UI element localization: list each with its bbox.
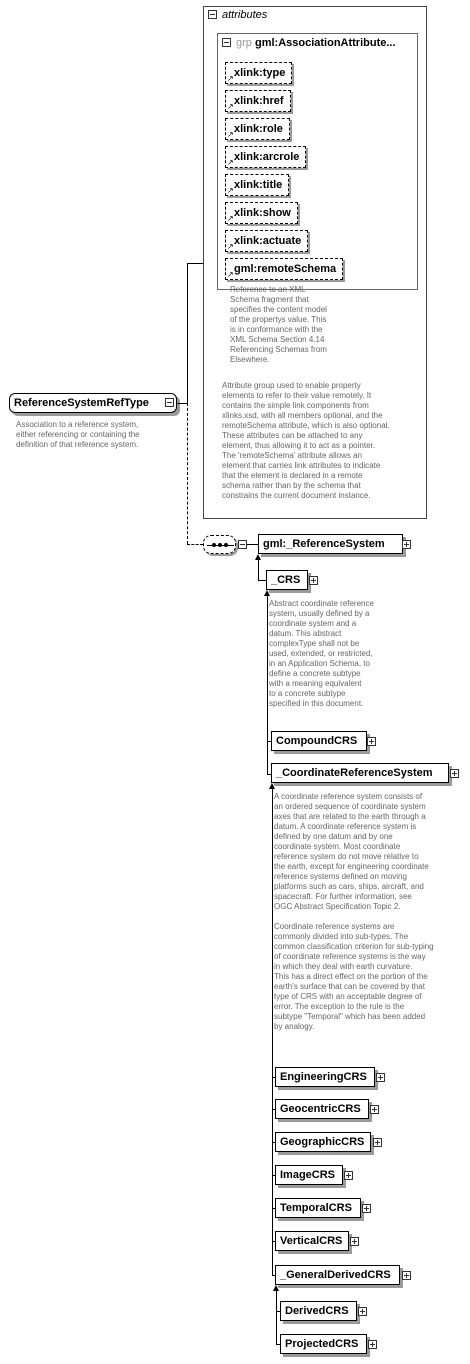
element-reference-system-label: gml:_ReferenceSystem — [263, 538, 385, 550]
attr-label: xlink:role — [234, 123, 283, 135]
element-temporal-crs-label: TemporalCRS — [280, 1202, 352, 1214]
attr-xlink-show[interactable] — [225, 202, 298, 224]
expand-image-crs-icon[interactable] — [344, 1171, 353, 1180]
expand-general-derived-crs-icon[interactable] — [402, 1271, 411, 1280]
ref-arrow-icon: ↗ — [227, 242, 234, 251]
seq-to-element-line — [247, 544, 258, 545]
collapse-root-icon[interactable] — [165, 398, 174, 407]
element-projected-crs[interactable] — [280, 1334, 367, 1354]
element-vertical-crs-label: VerticalCRS — [280, 1235, 343, 1247]
ref-arrow-icon: ↗ — [227, 158, 234, 167]
expand-compound-crs-icon[interactable] — [367, 737, 376, 746]
element-image-crs-label: ImageCRS — [280, 1169, 336, 1181]
attr-xlink-title[interactable] — [225, 174, 289, 196]
attr-xlink-href[interactable] — [225, 90, 291, 112]
attribute-group-title — [236, 37, 396, 49]
expand-crs-icon[interactable] — [309, 576, 318, 585]
crs-substitution-line — [267, 594, 268, 774]
element-derived-crs[interactable] — [280, 1301, 357, 1321]
expand-vertical-crs-icon[interactable] — [350, 1237, 359, 1246]
element-coordinate-reference-system-label: _CoordinateReferenceSystem — [276, 767, 433, 779]
element-crs-label: _CRS — [271, 574, 301, 586]
seq-branch-line — [187, 403, 188, 544]
expand-projected-crs-icon[interactable] — [368, 1340, 377, 1349]
general-derived-substitution-line — [276, 1289, 277, 1344]
collapse-attributes-icon[interactable] — [208, 10, 217, 19]
expand-geocentric-crs-icon[interactable] — [370, 1105, 379, 1114]
element-reference-system[interactable] — [258, 534, 403, 554]
attribute-group-description: Attribute group used to enable property elements to refer to their value remotely. It contains the simple link components from xlinks.xsd, with all members optional, and the remoteSchema attribute, which is also optional. These attributes can be attached to any element, thus allowing it to act as a pointer. The 'remoteSchema' attribute allows an element that carries link attributes to indicate that the element is declared in a remote schema rather than by the schema that constrains the current document instance. — [222, 381, 390, 500]
root-type-box[interactable] — [9, 393, 177, 413]
collapse-sequence-icon[interactable] — [238, 540, 247, 549]
attr-gml-remoteschema[interactable] — [225, 258, 343, 280]
ref-arrow-icon: ↗ — [227, 130, 234, 139]
element-geocentric-crs-label: GeocentricCRS — [280, 1103, 361, 1115]
root-type-name: ReferenceSystemRefType — [14, 397, 149, 409]
element-vertical-crs[interactable] — [275, 1231, 349, 1251]
seq-branch-hline — [187, 544, 203, 545]
attr-label: gml:remoteSchema — [234, 263, 337, 275]
group-name: gml:AssociationAttribute... — [254, 37, 396, 49]
ref-arrow-icon: ↗ — [227, 214, 234, 223]
element-image-crs[interactable] — [275, 1165, 343, 1185]
attr-label: xlink:title — [234, 179, 283, 191]
coordinate-reference-system-description: A coordinate reference system consists of an ordered sequence of coordinate system axes that are related to the earth through a datum. A coordinate reference system is defined by one datum and by one coordinate system. Most coordinate reference system do not move relative to the earth, except for engineering coordinate reference systems defined on moving platforms such as cars, ships, aircraft, and spacecraft. For further information, see OGC Abstract Specification Topic 2. Coordinate reference systems are commonly divided into sub-types. The common classification criterion for sub-typing of coordinate reference systems is the way in which they deal with earth curvature. This has a direct effect on the portion of the earth's surface that can be covered by that type of CRS with an acceptable degree of error. The exception to the rule is the subtype "Temporal" which has been added by analogy. — [274, 792, 434, 1031]
attr-label: xlink:type — [234, 67, 286, 79]
element-compound-crs-label: CompoundCRS — [276, 735, 358, 747]
ref-arrow-icon: ↗ — [227, 74, 234, 83]
element-crs[interactable] — [266, 570, 308, 590]
element-temporal-crs[interactable] — [275, 1198, 361, 1218]
element-coordinate-reference-system[interactable] — [271, 763, 449, 783]
element-compound-crs[interactable] — [271, 731, 367, 751]
attr-label: xlink:show — [234, 207, 291, 219]
element-geographic-crs-label: GeographicCRS — [280, 1136, 365, 1148]
attr-branch-line — [187, 263, 188, 403]
ref-arrow-icon: ↗ — [227, 270, 234, 279]
attr-label: xlink:arcrole — [234, 151, 300, 163]
expand-engineering-crs-icon[interactable] — [376, 1073, 385, 1082]
element-geocentric-crs[interactable] — [275, 1099, 369, 1119]
attr-branch-hline — [187, 263, 204, 264]
element-derived-crs-label: DerivedCRS — [285, 1305, 349, 1317]
element-general-derived-crs-label: _GeneralDerivedCRS — [280, 1269, 391, 1281]
attr-label: xlink:href — [234, 95, 284, 107]
attr-label: xlink:actuate — [234, 235, 302, 247]
ref-arrow-icon: ↗ — [227, 102, 234, 111]
expand-temporal-crs-icon[interactable] — [362, 1204, 371, 1213]
crs2-substitution-line — [272, 787, 273, 1275]
element-engineering-crs-label: EngineeringCRS — [280, 1071, 367, 1083]
element-engineering-crs[interactable] — [275, 1067, 375, 1087]
expand-geographic-crs-icon[interactable] — [373, 1138, 382, 1147]
attributes-panel-title: attributes — [222, 9, 268, 21]
expand-reference-system-icon[interactable] — [402, 540, 411, 549]
crs-description: Abstract coordinate reference system, usually defined by a coordinate system and a datum. This abstract complexType shall not be used, extended, or restricted, in an Application Schema, to define a concrete subtype with a meaning equivalent to a concrete subtype specified in this document. — [269, 599, 374, 708]
attr-xlink-arcrole[interactable] — [225, 146, 306, 168]
attr-xlink-type[interactable] — [225, 62, 292, 84]
remoteschema-description: Reference to an XML Schema fragment that specifies the content model of the propertys value. This is in conformance with the XML Schema Section 4.14 Referencing Schemas from Elsewhere. — [230, 285, 327, 364]
expand-derived-crs-icon[interactable] — [358, 1307, 367, 1316]
attr-xlink-role[interactable] — [225, 118, 290, 140]
sequence-compositor[interactable] — [203, 535, 236, 554]
ref-arrow-icon: ↗ — [227, 186, 234, 195]
expand-coordinate-reference-system-icon[interactable] — [450, 769, 459, 778]
group-kind: grp — [236, 37, 252, 49]
element-projected-crs-label: ProjectedCRS — [285, 1338, 359, 1350]
element-geographic-crs[interactable] — [275, 1132, 371, 1152]
attr-xlink-actuate[interactable] — [225, 230, 308, 252]
collapse-group-icon[interactable] — [222, 38, 231, 47]
root-type-description: Association to a reference system, either referencing or containing the definition of that reference system. — [16, 420, 140, 449]
element-general-derived-crs[interactable] — [275, 1265, 400, 1285]
root-connector — [177, 403, 187, 404]
ref-system-substitution-line — [258, 558, 259, 580]
